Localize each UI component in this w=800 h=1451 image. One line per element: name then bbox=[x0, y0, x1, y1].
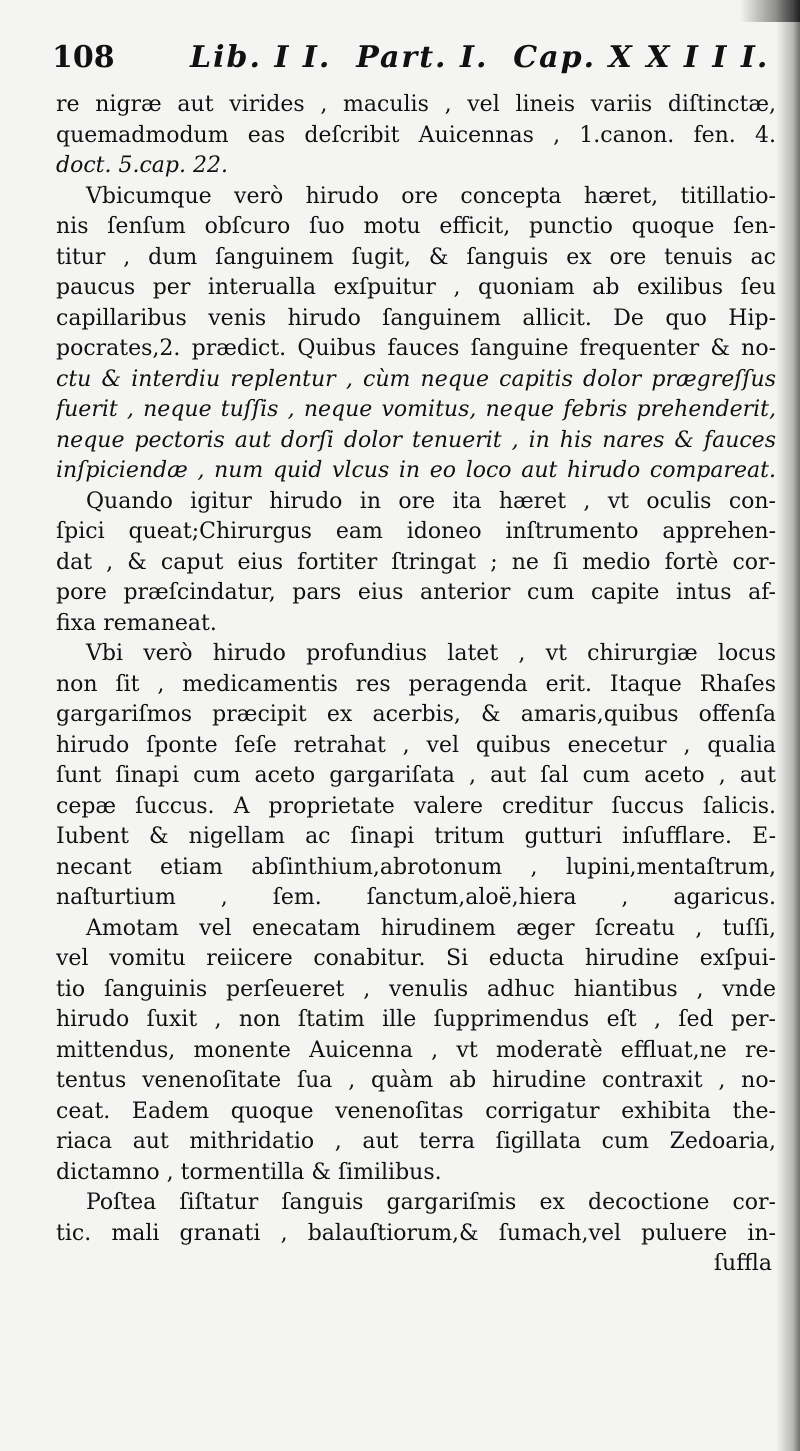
text-line: pore præſcindatur, pars eius anterior cum capite intus af- bbox=[56, 580, 776, 605]
text-line: tentus venenoſitate ſua , quàm ab hirudine contraxit , no- bbox=[56, 1068, 776, 1093]
text-line: titur , dum ſanguinem ſugit, & ſanguis ex ore tenuis ac bbox=[56, 244, 776, 270]
page-header bbox=[52, 40, 772, 84]
text-line: necant etiam abſinthium,abrotonum , lupini,mentaſtrum, bbox=[56, 854, 776, 880]
text-line: dat , & caput eius fortiter ſtringat ; ne ſi medio fortè cor- bbox=[56, 549, 776, 575]
text-line: dictamno , tormentilla & ſimilibus. bbox=[56, 1159, 442, 1185]
text-line: Vbi verò hirudo profundius latet , vt chirurgiæ locus bbox=[86, 641, 776, 666]
text-line: Vbicumque verò hirudo ore concepta hæret, titillatio- bbox=[86, 183, 776, 209]
text-line: Amotam vel enecatam hirudinem æger ſcreatu , tuſſi, bbox=[86, 915, 776, 941]
text-line: non ſit , medicamentis res peragenda erit. Itaque Rhaſes bbox=[56, 671, 776, 697]
text-line: Quando igitur hirudo in ore ita hæret , vt oculis con- bbox=[86, 488, 776, 514]
text-line: vel vomitu reiicere conabitur. Si educta hirudine exſpui- bbox=[56, 946, 776, 971]
text-line: Poſtea ſiſtatur ſanguis gargariſmis ex decoctione cor- bbox=[86, 1190, 776, 1215]
text-line: ſunt ſinapi cum aceto gargariſata , aut ſal cum aceto , aut bbox=[56, 763, 776, 788]
text-line: pocrates,2. prædict. Quibus fauces ſanguine frequenter & no- bbox=[56, 336, 776, 361]
text-line: quemadmodum eas deſcribit Auicennas , 1.canon. fen. 4. bbox=[56, 122, 776, 148]
text-line: gargariſmos præcipit ex acerbis, & amaris,quibus offenſa bbox=[56, 702, 776, 727]
text-line: neque pectoris aut dorſi dolor tenuerit , in his nares & fauces bbox=[56, 427, 776, 453]
text-line: nis ſenſum obſcuro ſuo motu efficit, punctio quoque ſen- bbox=[56, 214, 776, 239]
text-line: cepæ ſuccus. A proprietate valere creditur ſuccus ſalicis. bbox=[56, 793, 776, 819]
text-line: ctu & interdiu replentur , cùm neque capitis dolor prægreſſus bbox=[56, 366, 776, 392]
text-line: re nigræ aut virides , maculis , vel lineis variis diſtinctæ, bbox=[56, 92, 776, 117]
text-line: hirudo ſuxit , non ſtatim ille ſupprimendus eſt , ſed per- bbox=[56, 1007, 776, 1032]
running-head: Lib. I I. Part. I. Cap. X X I I I. bbox=[190, 40, 770, 75]
text-line: tio ſanguinis perſeueret , venulis adhuc hiantibus , vnde bbox=[56, 976, 776, 1002]
text-line: mittendus, monente Auicenna , vt moderatè effluat,ne re- bbox=[56, 1037, 776, 1063]
text-line: paucus per interualla exſpuitur , quoniam ab exilibus ſeu bbox=[56, 275, 776, 300]
text-line: capillaribus venis hirudo ſanguinem allicit. De quo Hip- bbox=[56, 305, 776, 331]
text-line: fixa remaneat. bbox=[56, 610, 217, 636]
text-line: riaca aut mithridatio , aut terra ſigillata cum Zedoaria, bbox=[56, 1129, 776, 1154]
page-edge-shadow-right bbox=[776, 0, 800, 1451]
text-line: inſpiciendæ , num quid vlcus in eo loco aut hirudo compareat. bbox=[56, 458, 776, 483]
page-number: 108 bbox=[52, 40, 115, 75]
text-line: fuerit , neque tuſſis , neque vomitus, neque febris prehenderit, bbox=[56, 397, 776, 422]
text-line: tic. mali granati , balauſtiorum,& ſumach,vel puluere in- bbox=[56, 1220, 776, 1246]
text-line: ſuffla bbox=[713, 1251, 772, 1276]
text-line: ceat. Eadem quoque venenoſitas corrigatur exhibita the- bbox=[56, 1098, 776, 1124]
text-line: hirudo ſponte ſeſe retrahat , vel quibus enecetur , qualia bbox=[56, 732, 776, 758]
text-line: Iubent & nigellam ac ſinapi tritum gutturi inſufflare. E- bbox=[56, 824, 776, 849]
text-line: ſpici queat;Chirurgus eam idoneo inſtrumento apprehen- bbox=[56, 519, 776, 544]
text-line: doct. 5.cap. 22. bbox=[56, 153, 228, 178]
text-line: naſturtium , ſem. ſanctum,aloë,hiera , agaricus. bbox=[56, 885, 776, 910]
body-text bbox=[56, 90, 776, 1280]
